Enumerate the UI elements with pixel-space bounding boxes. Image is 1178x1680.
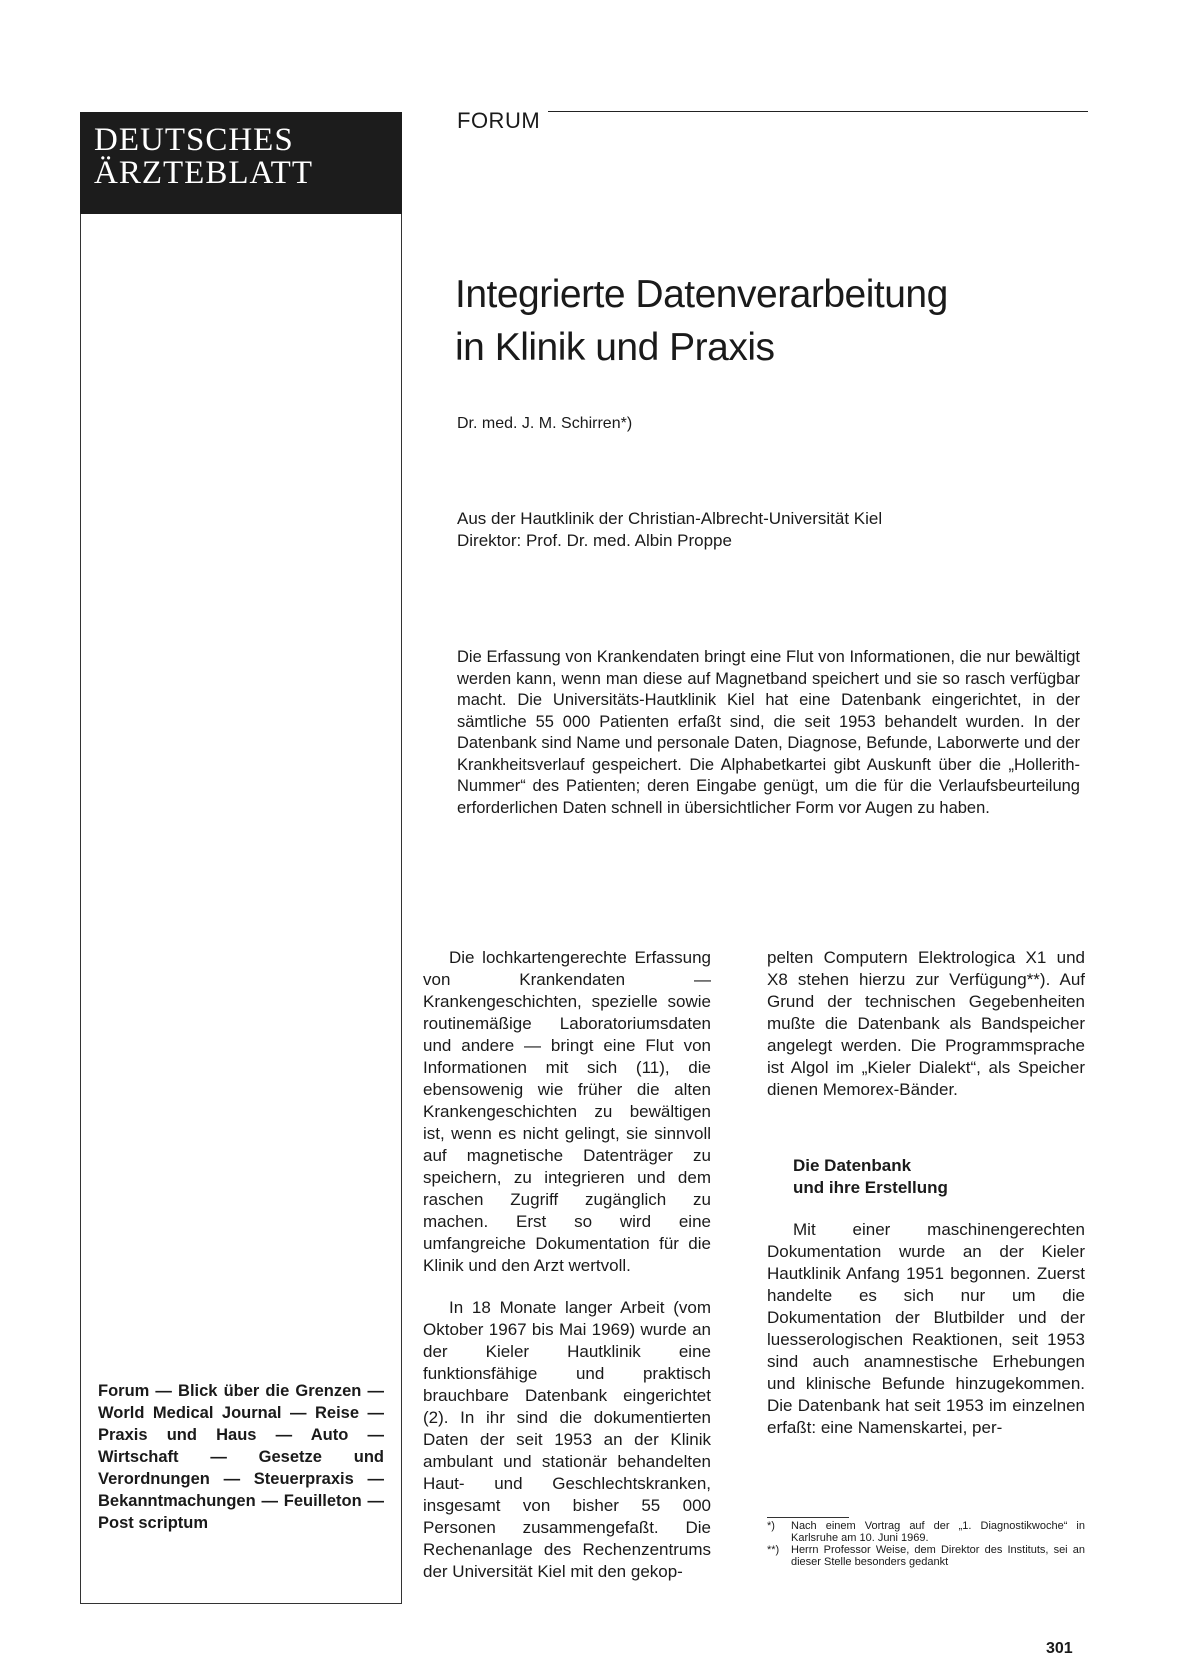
masthead-line-1: DEUTSCHES bbox=[94, 122, 294, 158]
footnote-rule bbox=[767, 1517, 849, 1518]
section-label: FORUM bbox=[457, 108, 541, 133]
article-title bbox=[455, 268, 1095, 374]
footnote-mark: *) bbox=[767, 1520, 775, 1532]
footnotes bbox=[767, 1520, 1085, 1568]
section-heading bbox=[793, 1155, 1085, 1199]
section-rule bbox=[548, 111, 1088, 112]
heading-line-1: Die Datenbank bbox=[793, 1156, 912, 1175]
title-line-1: Integrierte Datenverarbeitung bbox=[455, 273, 948, 316]
footnote-mark: **) bbox=[767, 1544, 780, 1556]
masthead-line-2: ÄRZTEBLATT bbox=[94, 155, 313, 191]
page-number: 301 bbox=[1046, 1640, 1073, 1657]
footnote-text: Nach einem Vortrag auf der „1. Diagnostikwoche“ in Karlsruhe am 10. Juni 1969. bbox=[791, 1520, 1085, 1544]
author: Dr. med. J. M. Schirren*) bbox=[457, 415, 633, 432]
affiliation-line-1: Aus der Hautklinik der Christian-Albrecht-Universität Kiel bbox=[457, 509, 883, 528]
footnote-text: Herrn Professor Weise, dem Direktor des Instituts, sei an dieser Stelle besonders gedankt bbox=[791, 1544, 1085, 1568]
footnote bbox=[767, 1544, 1085, 1568]
title-line-2: in Klinik und Praxis bbox=[455, 326, 775, 369]
sidebar-contents-list: Forum — Blick über die Grenzen — World Medical Journal — Reise — Praxis und Haus — Auto — Wirtschaft — Gesetze und Verordnungen — Steuerpraxis — Bekanntmachungen — Feuilleton — Post scriptum bbox=[98, 1382, 384, 1532]
paragraph: In 18 Monate langer Arbeit (vom Oktober 1967 bis Mai 1969) wurde an der Kieler Hautklinik eine funktionsfähige und praktisch brauchbare Datenbank eingerichtet (2). In ihr sind die dokumentierten Daten der seit 1953 an der Klinik ambulant und stationär behandelten Haut- und Geschlechtskranken, insgesamt von bisher 55 000 Personen zusammengefaßt. Die Rechenanlage des Rechenzentrums der Universität Kiel mit den gekop- bbox=[423, 1298, 711, 1581]
footnote bbox=[767, 1520, 1085, 1544]
masthead-logo bbox=[80, 112, 402, 214]
paragraph: Mit einer maschinengerechten Dokumentation wurde an der Kieler Hautklinik Anfang 1951 begonnen. Zuerst handelte es sich nur um die Dokumentation der Blutbilder und der luesserologischen Reaktionen, seit 1953 sind auch anamnestische Erhebungen und klinische Befunde hinzugekommen. Die Datenbank hat seit 1953 im einzelnen erfaßt: eine Namenskartei, per- bbox=[767, 1220, 1085, 1437]
abstract: Die Erfassung von Krankendaten bringt eine Flut von Informationen, die nur bewältigt werden kann, wenn man diese auf Magnetband speichert und sie so rasch verfügbar macht. Die Universitäts-Hautklinik Kiel hat eine Datenbank eingerichtet, in der sämtliche 55 000 Patienten erfaßt sind, die seit 1953 behandelt wurden. In der Datenbank sind Name und personale Daten, Diagnose, Befunde, Laborwerte und der Krankheitsverlauf gespeichert. Die Alphabetkartei gibt Auskunft über die „Hollerith-Nummer“ des Patienten; deren Eingabe genügt, um die für die Verlaufsbeurteilung erforderlichen Daten schnell in übersichtlicher Form vor Augen zu haben. bbox=[457, 648, 1080, 817]
paragraph: pelten Computern Elektrologica X1 und X8 stehen hierzu zur Verfügung**). Auf Grund der technischen Gegebenheiten mußte die Datenbank als Bandspeicher angelegt werden. Die Programmsprache ist Algol im „Kieler Dialekt“, als Speicher dienen Memorex-Bänder. bbox=[767, 948, 1085, 1099]
body-column-2 bbox=[767, 947, 1085, 1439]
affiliation bbox=[457, 508, 882, 552]
paragraph: Die lochkartengerechte Erfassung von Krankendaten — Krankengeschichten, spezielle sowie routinemäßige Laboratoriumsdaten und andere — bringt eine Flut von Informationen mit sich (11), die ebensowenig wie früher die alten Krankengeschichten zu bewältigen ist, wenn es nicht gelingt, sie sinnvoll auf magnetische Datenträger zu speichern, zu integrieren und dem raschen Zugriff zugänglich zu machen. Erst so wird eine umfangreiche Dokumentation für die Klinik und den Arzt wertvoll. bbox=[423, 948, 711, 1275]
body-column-1 bbox=[423, 947, 711, 1583]
heading-line-2: und ihre Erstellung bbox=[793, 1178, 948, 1197]
affiliation-line-2: Direktor: Prof. Dr. med. Albin Proppe bbox=[457, 531, 732, 550]
